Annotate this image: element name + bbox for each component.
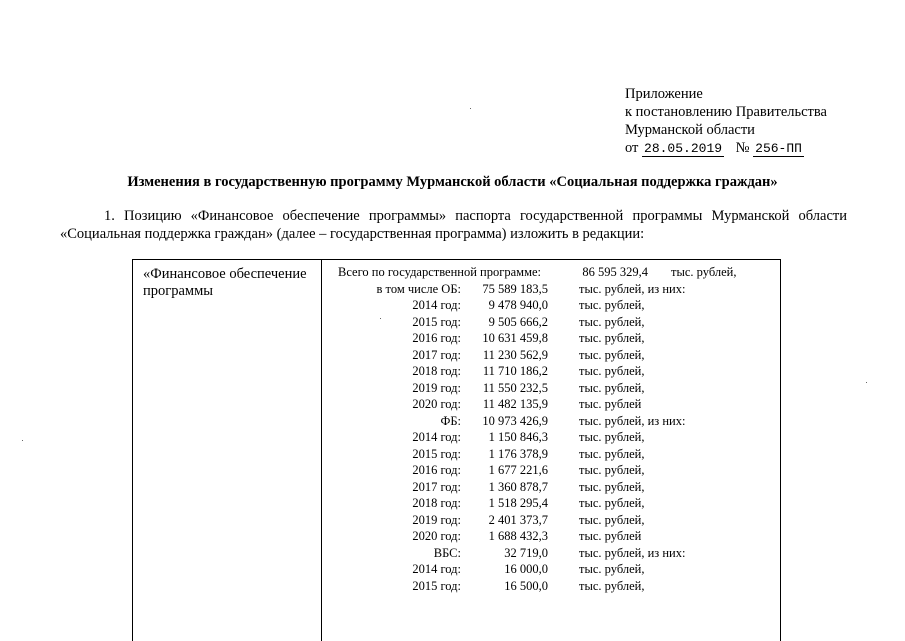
row-label: 2019 год: xyxy=(412,380,461,395)
row-label: 2020 год: xyxy=(412,529,461,543)
row-label: 2018 год: xyxy=(412,364,461,378)
row-label: 2018 год: xyxy=(412,496,461,510)
row-value: 11 550 232,5 xyxy=(482,380,548,395)
row-label: 2015 год: xyxy=(412,578,461,593)
row-label: 2016 год: xyxy=(412,463,461,477)
row-value: 86 595 329,4 xyxy=(582,265,648,279)
row-label: 2016 год: xyxy=(412,331,461,345)
row-unit: тыс. рублей, из них: xyxy=(579,281,686,296)
paragraph-line-2: «Социальная поддержка граждан» (далее – государственная программа) изложить в редакции: xyxy=(60,226,645,242)
appendix-block xyxy=(625,85,827,158)
row-value: 32 719,0 xyxy=(504,545,548,560)
scan-speck xyxy=(866,382,867,383)
row-unit: тыс. рублей, xyxy=(579,380,645,395)
row-value: 16 500,0 xyxy=(504,578,548,593)
row-label: 2017 год: xyxy=(412,347,461,362)
table-column-divider xyxy=(321,260,322,641)
row-value: 10 973 426,9 xyxy=(482,413,548,428)
financing-table xyxy=(132,259,781,641)
row-unit: тыс. рублей, xyxy=(579,331,645,345)
row-unit: тыс. рублей, xyxy=(579,347,645,362)
row-value: 1 677 221,6 xyxy=(488,463,548,477)
row-value: 11 710 186,2 xyxy=(482,364,548,378)
row-label: ФБ: xyxy=(440,413,461,428)
row-label: 2015 год: xyxy=(412,446,461,461)
appendix-date: 28.05.2019 xyxy=(644,141,723,156)
row-value: 11 482 135,9 xyxy=(482,397,548,411)
appendix-resolution: к постановлению Правительства xyxy=(625,104,827,120)
row-label: 2020 год: xyxy=(412,397,461,411)
row-unit: тыс. рублей, xyxy=(579,496,645,510)
table-left-label-line-1: «Финансовое обеспечение xyxy=(143,266,307,282)
row-value: 75 589 183,5 xyxy=(482,281,548,296)
row-unit: тыс. рублей, из них: xyxy=(579,545,686,560)
row-label: 2014 год: xyxy=(412,430,461,444)
scan-speck xyxy=(470,108,471,109)
row-label: 2017 год: xyxy=(412,479,461,494)
row-value: 10 631 459,8 xyxy=(482,331,548,345)
appendix-number-sign: № xyxy=(735,140,750,156)
row-label: 2014 год: xyxy=(412,298,461,312)
row-unit: тыс. рублей, xyxy=(579,479,645,494)
row-unit: тыс. рублей, xyxy=(579,364,645,378)
row-unit: тыс. рублей xyxy=(579,397,642,411)
row-unit: тыс. рублей, xyxy=(579,562,645,576)
row-unit: тыс. рублей, xyxy=(579,446,645,461)
appendix-from-label: от xyxy=(625,140,639,156)
scan-speck xyxy=(380,318,381,319)
row-unit: тыс. рублей, xyxy=(579,314,645,329)
row-value: 1 518 295,4 xyxy=(488,496,548,510)
row-unit: тыс. рублей, из них: xyxy=(579,413,686,428)
paragraph-1 xyxy=(60,207,847,243)
row-unit: тыс. рублей, xyxy=(579,578,645,593)
row-value: 9 505 666,2 xyxy=(488,314,548,329)
appendix-date-number xyxy=(625,139,827,158)
row-value: 1 150 846,3 xyxy=(488,430,548,444)
row-label: 2014 год: xyxy=(412,562,461,576)
appendix-region: Мурманской области xyxy=(625,122,755,138)
row-unit: тыс. рублей, xyxy=(579,430,645,444)
row-value: 1 688 432,3 xyxy=(488,529,548,543)
row-label: Всего по государственной программе: xyxy=(338,265,542,279)
row-value: 16 000,0 xyxy=(504,562,548,576)
appendix-title: Приложение xyxy=(625,86,703,102)
table-left-label xyxy=(143,266,318,300)
scan-speck xyxy=(22,440,23,441)
paragraph-line-1: 1. Позицию «Финансовое обеспечение программы» паспорта государственной программы Мурманской области xyxy=(104,208,847,224)
row-value: 2 401 373,7 xyxy=(488,512,548,527)
document-title: Изменения в государственную программу Мурманской области «Социальная поддержка граждан» xyxy=(127,174,778,190)
appendix-number: 256-ПП xyxy=(755,141,802,156)
row-unit: тыс. рублей xyxy=(579,529,642,543)
row-value: 9 478 940,0 xyxy=(488,298,548,312)
row-label: 2015 год: xyxy=(412,314,461,329)
row-value: 1 360 878,7 xyxy=(488,479,548,494)
row-label: 2019 год: xyxy=(412,512,461,527)
row-value: 11 230 562,9 xyxy=(482,347,548,362)
row-unit: тыс. рублей, xyxy=(579,298,645,312)
row-value: 1 176 378,9 xyxy=(488,446,548,461)
table-left-label-line-2: программы xyxy=(143,283,213,299)
row-label: в том числе ОБ: xyxy=(376,281,461,296)
row-label: ВБС: xyxy=(433,545,461,560)
row-unit: тыс. рублей, xyxy=(671,265,737,279)
row-unit: тыс. рублей, xyxy=(579,512,645,527)
row-unit: тыс. рублей, xyxy=(579,463,645,477)
